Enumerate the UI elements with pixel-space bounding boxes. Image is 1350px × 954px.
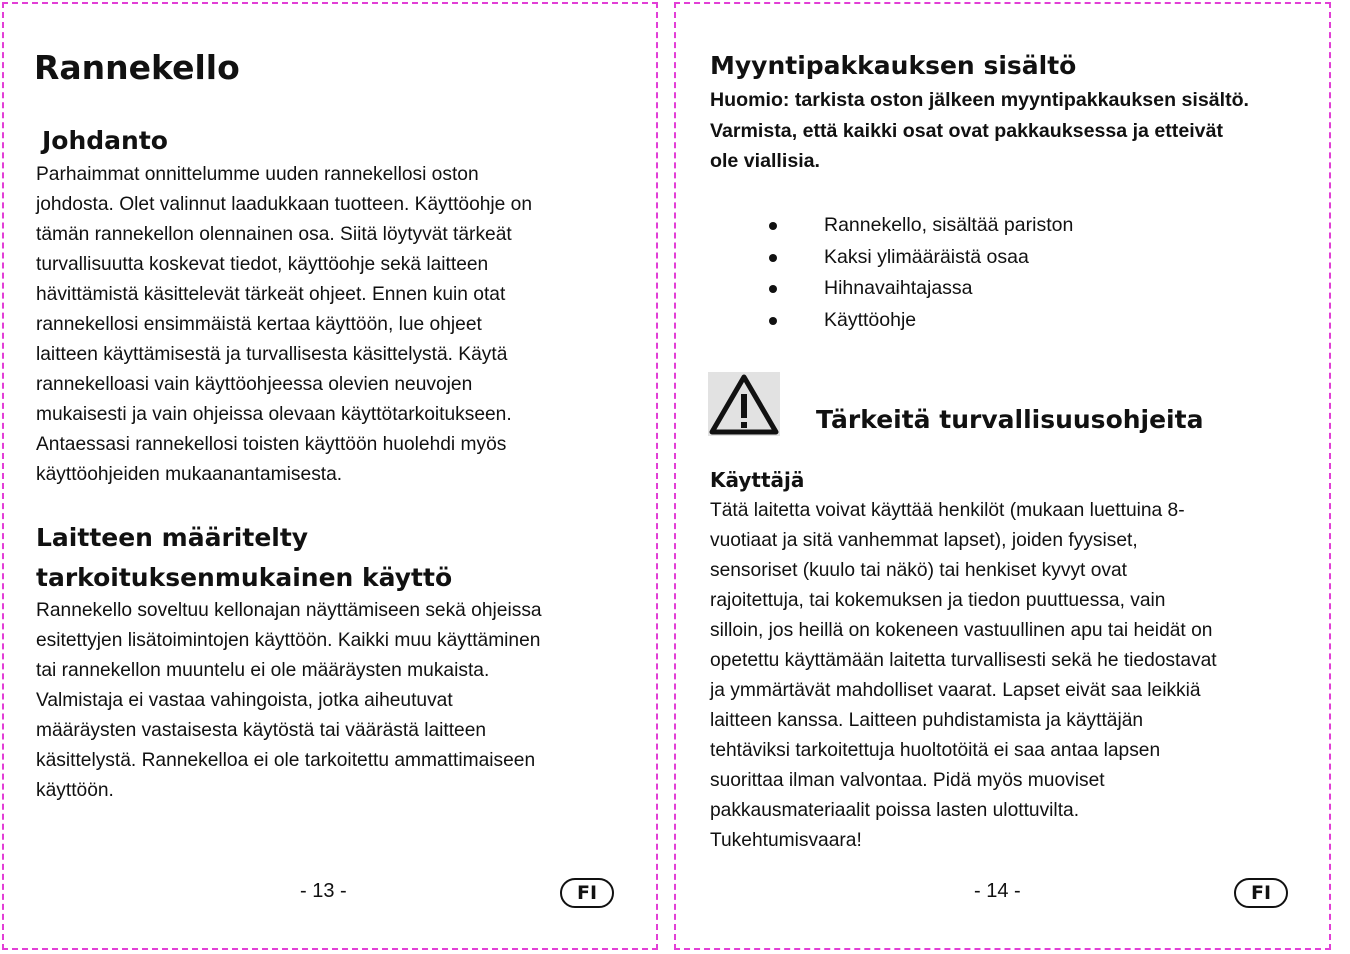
warning-triangle-icon [708, 372, 780, 436]
text-line: suorittaa ilman valvontaa. Pidä myös muoviset [710, 770, 1105, 791]
text-line: määräysten vastaisesta käytöstä tai väärästä laitteen [36, 720, 487, 741]
package-contents-list [760, 210, 1073, 337]
text-line: johdosta. Olet valinnut laadukkaan tuotteen. Käyttöohje on [36, 194, 533, 215]
text-line: tai rannekellon muuntelu ei ole määräysten mukaista. [36, 660, 490, 681]
text-line: Parhaimmat onnittelumme uuden rannekellosi oston [36, 164, 479, 185]
language-badge: FI [1234, 878, 1288, 908]
text-line: tehtäviksi tarkoitettuja huoltotöitä ei saa antaa lapsen [710, 740, 1161, 761]
text-line: mukaisesti ja vain ohjeissa olevaan käyttötarkoitukseen. [36, 404, 512, 425]
intro-heading: Johdanto [42, 126, 168, 155]
text-line: laitteen käyttämisestä ja turvallisesta käsittelystä. Käytä [36, 344, 508, 365]
text-line: käsittelystä. Rannekelloa ei ole tarkoitettu ammattimaiseen [36, 750, 536, 771]
intended-use-heading [36, 518, 452, 598]
page-number: - 13 - [300, 880, 347, 902]
text-line: Tätä laitetta voivat käyttää henkilöt (mukaan luettuina 8- [710, 500, 1185, 521]
text-line: käyttöohjeiden mukaanantamisesta. [36, 464, 343, 485]
heading-line: Laitteen määritelty [36, 523, 309, 552]
text-line: Huomio: tarkista oston jälkeen myyntipakkauksen sisältö. [710, 89, 1250, 111]
list-item [760, 305, 1073, 337]
text-line: silloin, jos heillä on kokeneen vastuullinen apu tai heidät on [710, 620, 1213, 641]
text-line: Antaessasi rannekellosi toisten käyttöön huolehdi myös [36, 434, 507, 455]
safety-heading: Tärkeitä turvallisuusohjeita [816, 405, 1204, 434]
package-contents-heading: Myyntipakkauksen sisältö [710, 51, 1077, 80]
list-item-label: Hihnavaihtajassa [824, 277, 973, 300]
text-line: laitteen kanssa. Laitteen puhdistamista ja käyttäjän [710, 710, 1144, 731]
text-line: pakkausmateriaalit poissa lasten ulottuvilta. [710, 800, 1080, 821]
text-line: ole viallisia. [710, 150, 821, 172]
text-line: opetettu käyttämään laitetta turvallisesti sekä he tiedostavat [710, 650, 1217, 671]
user-paragraph [710, 496, 1217, 856]
bullet-dot [769, 254, 777, 262]
list-item [760, 242, 1073, 274]
page-title: Rannekello [34, 48, 240, 87]
list-item-label: Kaksi ylimääräistä osaa [824, 245, 1029, 268]
bullet-dot [769, 285, 777, 293]
text-line: ja ymmärtävät mahdolliset vaarat. Lapset eivät saa leikkiä [710, 680, 1201, 701]
user-subheading: Käyttäjä [710, 468, 805, 492]
text-line: turvallisuutta koskevat tiedot, käyttöohje sekä laitteen [36, 254, 489, 275]
list-item-label: Rannekello, sisältää pariston [824, 214, 1074, 236]
page-number: - 14 - [974, 880, 1021, 902]
text-line: tämän rannekellon olennainen osa. Siitä löytyvät tärkeät [36, 224, 512, 245]
intro-paragraph [36, 160, 532, 490]
text-line: vuotiaat ja sitä vanhemmat lapset), joiden fyysiset, [710, 530, 1138, 551]
bullet-dot [769, 317, 777, 325]
bullet-dot [769, 222, 777, 230]
text-line: Rannekello soveltuu kellonajan näyttämiseen sekä ohjeissa [36, 600, 542, 621]
list-item-label: Käyttöohje [824, 309, 917, 332]
language-badge: FI [560, 878, 614, 908]
text-line: sensoriset (kuulo tai näkö) tai henkiset kyvyt ovat [710, 560, 1127, 581]
text-line: rannekellosi ensimmäistä kertaa käyttöön, lue ohjeet [36, 314, 482, 335]
text-line: esitettyjen lisätoimintojen käyttöön. Kaikki muu käyttäminen [36, 630, 541, 651]
list-item [760, 273, 1073, 305]
text-line: Tukehtumisvaara! [710, 830, 862, 851]
intended-use-paragraph [36, 596, 542, 806]
text-line: rajoitettuja, tai kokemuksen ja tiedon puuttuessa, vain [710, 590, 1166, 611]
notice-paragraph [710, 85, 1249, 177]
list-item [760, 210, 1073, 242]
text-line: rannekelloasi vain käyttöohjeessa olevien neuvojen [36, 374, 473, 395]
text-line: käyttöön. [36, 780, 114, 801]
heading-line: tarkoituksenmukainen käyttö [36, 563, 453, 592]
text-line: hävittämistä käsittelevät tärkeät ohjeet. Ennen kuin otat [36, 284, 506, 305]
text-line: Valmistaja ei vastaa vahingoista, jotka aiheutuvat [36, 690, 453, 711]
text-line: Varmista, että kaikki osat ovat pakkauksessa ja etteivät [710, 119, 1223, 142]
